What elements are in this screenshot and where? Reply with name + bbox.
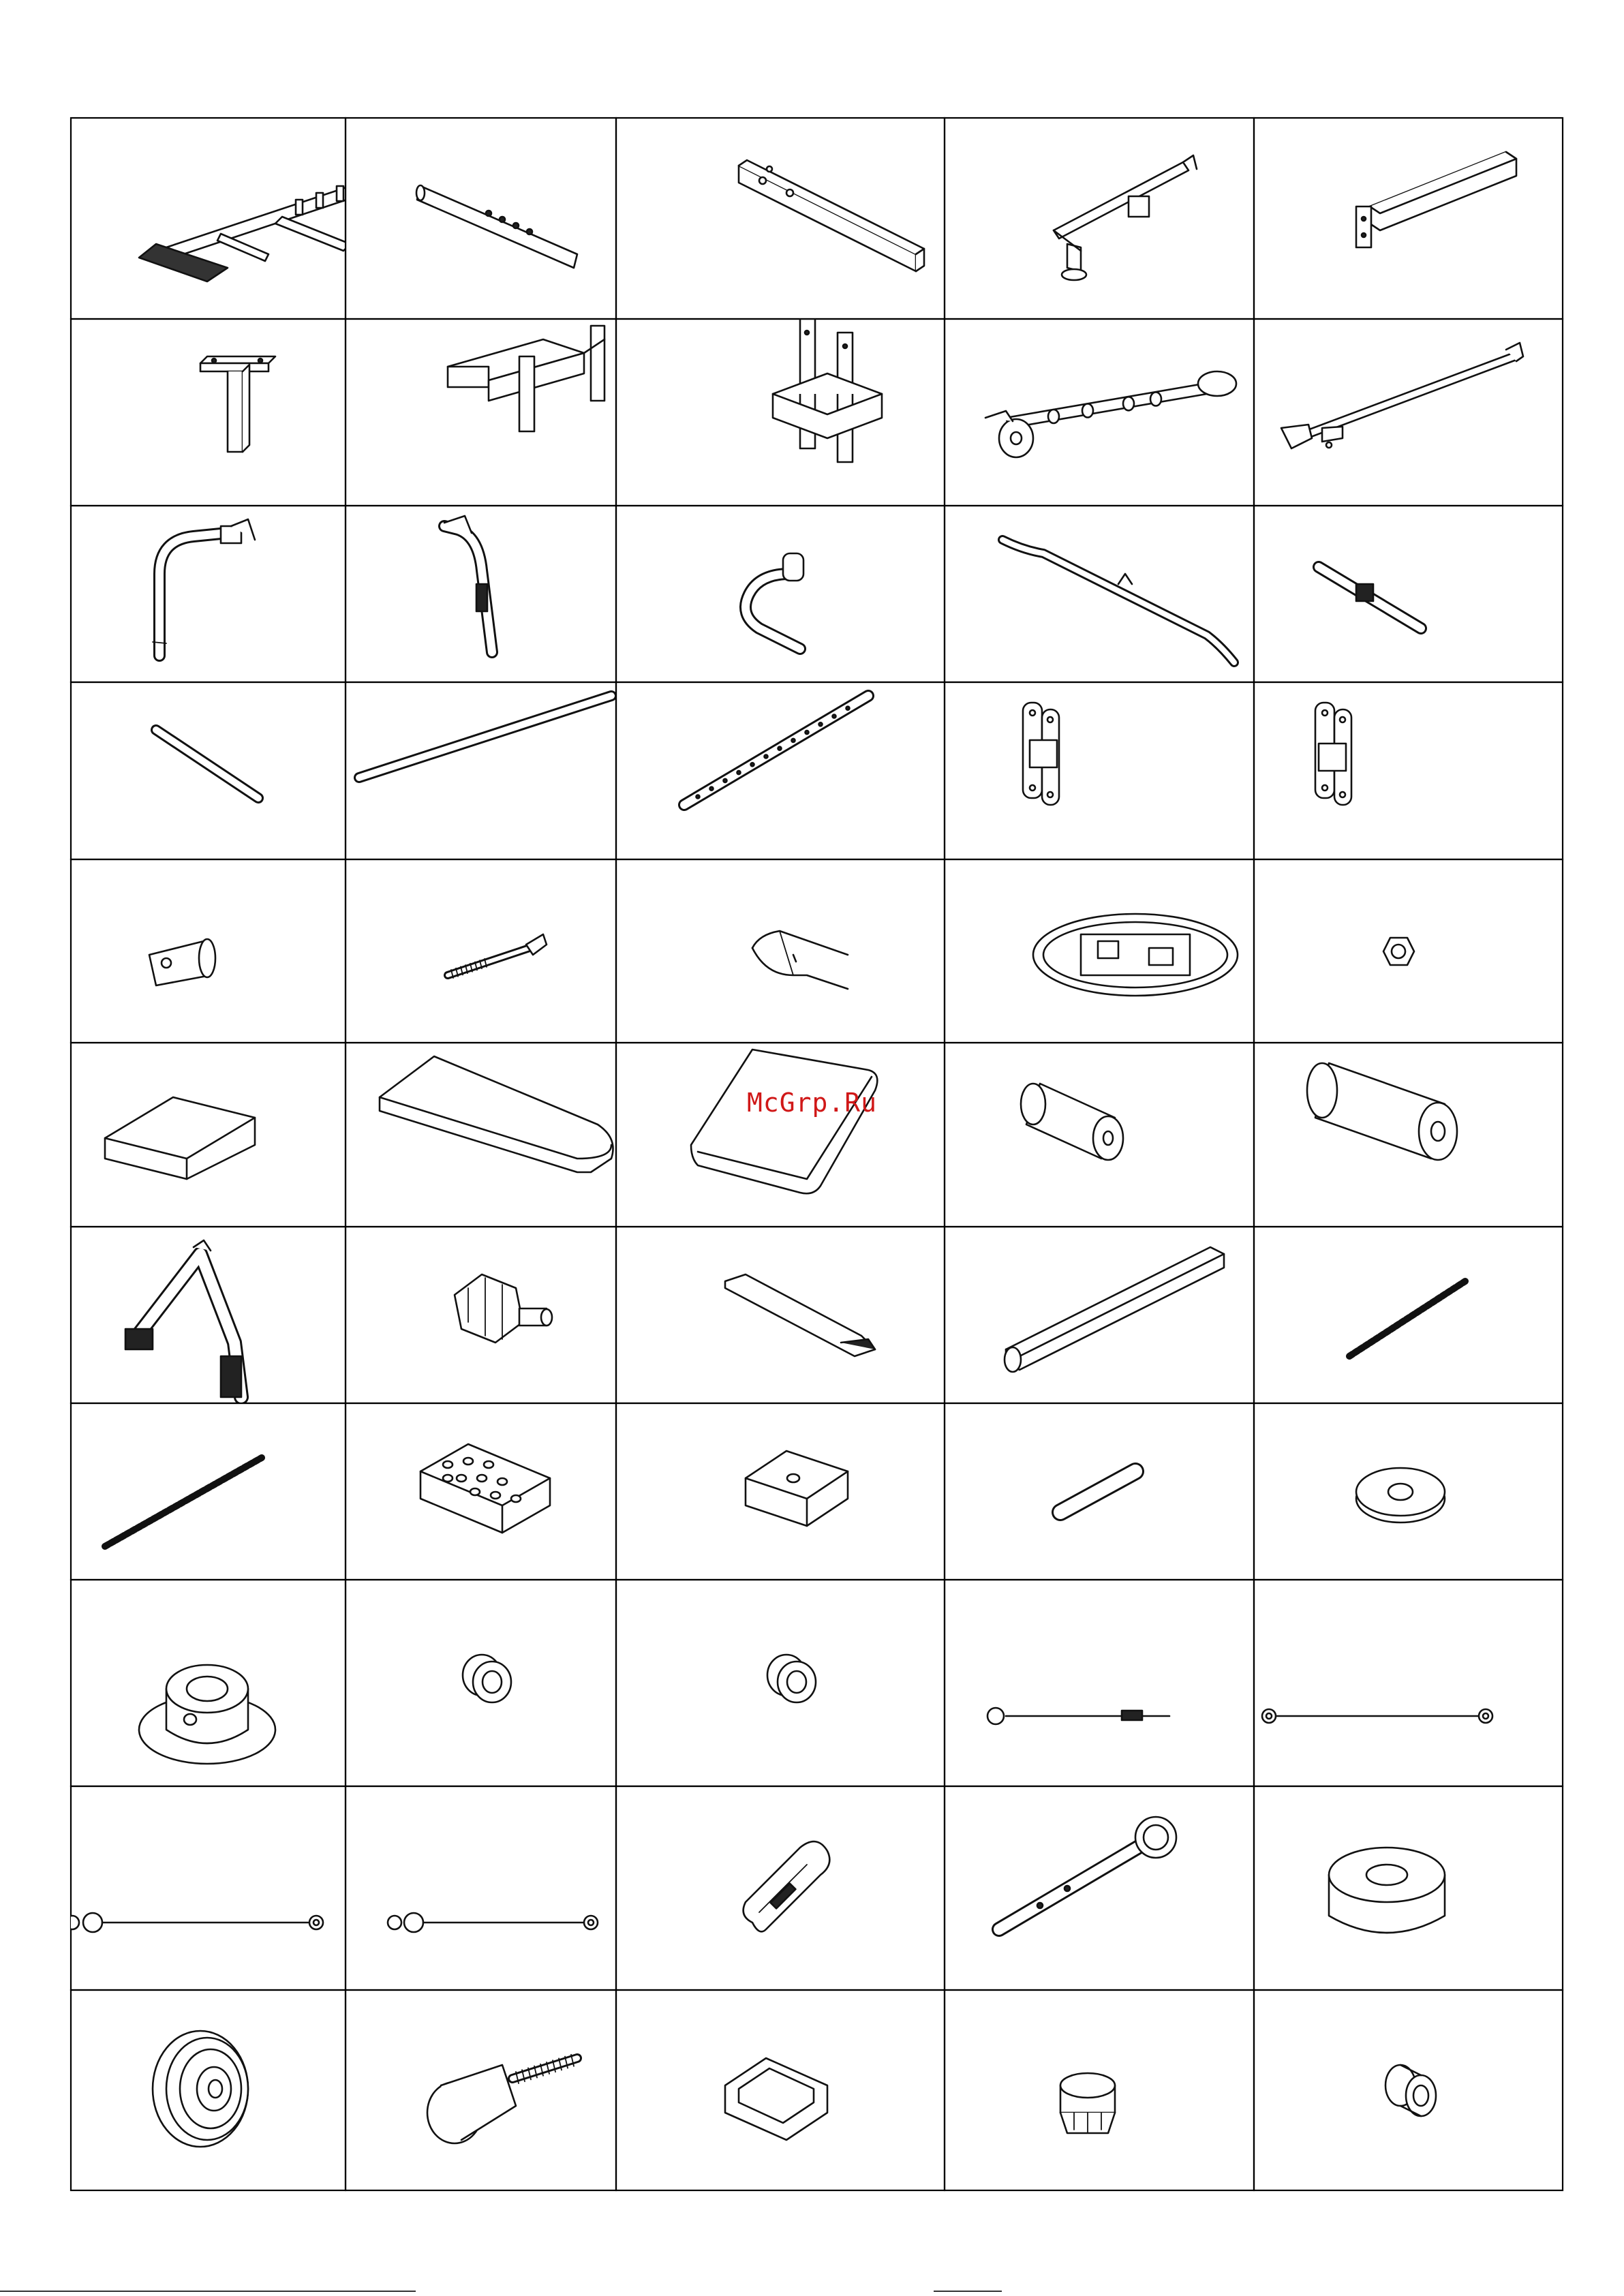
part-short-handle-bar	[1319, 567, 1421, 628]
part-short-rod	[156, 730, 258, 798]
part-square-seat-pad	[105, 1097, 255, 1179]
part-carabiner	[744, 1841, 830, 1931]
grid-cell	[346, 859, 616, 1043]
grid-cell	[616, 118, 945, 319]
part-cable-medium	[388, 1913, 598, 1932]
grid-cell	[616, 859, 945, 1043]
part-incline-pad	[691, 1050, 877, 1193]
grid-cell	[1254, 506, 1563, 682]
part-small-block	[746, 1451, 848, 1526]
footer-rule	[934, 2291, 1002, 2292]
grid-cell	[945, 1786, 1254, 1990]
part-round-upright-tube	[416, 185, 577, 268]
part-cable-short	[1262, 1709, 1492, 1723]
part-cable-long	[65, 1913, 323, 1932]
part-curved-handle-left	[153, 519, 255, 656]
footer-rule	[0, 2291, 416, 2292]
part-hex-nut	[1383, 938, 1414, 965]
grid-cell	[346, 319, 616, 506]
part-double-upright-bracket	[773, 319, 882, 462]
watermark-text: McGrp.Ru	[747, 1088, 878, 1118]
grid-cell	[71, 1786, 346, 1990]
grid-cell	[945, 506, 1254, 682]
part-oval-frame-bracket	[1033, 914, 1238, 996]
grid-cell	[71, 1227, 346, 1403]
part-base-frame-with-footplate	[139, 172, 381, 281]
part-short-chain	[1349, 1281, 1465, 1356]
part-hinge-plate-right	[1315, 703, 1351, 805]
part-square-tube-with-holes	[739, 160, 924, 271]
grid-cell	[1254, 1580, 1563, 1786]
grid-cell	[945, 682, 1254, 859]
grid-cell	[945, 118, 1254, 319]
part-pivot-clevis	[149, 939, 215, 985]
part-pulley-channel	[1005, 1247, 1224, 1372]
part-hinge-plate-left	[1023, 703, 1059, 805]
part-curved-handle-right	[444, 516, 492, 652]
part-adjustment-rod-with-holes	[684, 696, 868, 805]
part-end-cap	[1060, 2073, 1115, 2133]
part-washer	[1356, 1468, 1445, 1522]
part-lat-pulldown-bar	[1002, 540, 1234, 662]
part-adjustment-knob-bolt	[427, 2055, 577, 2143]
part-u-clamp	[752, 931, 848, 989]
part-pulley-wheel	[153, 2031, 248, 2147]
grid-cell	[616, 682, 945, 859]
part-seat-support-bracket	[448, 326, 604, 431]
part-selector-pin	[999, 1817, 1176, 1929]
part-weight-plate-block	[420, 1444, 550, 1533]
part-long-slide-rail	[1281, 343, 1523, 448]
part-press-arm-frame	[1054, 155, 1197, 280]
part-long-rod	[359, 696, 611, 778]
part-small-bushing	[463, 1655, 511, 1702]
part-long-back-pad	[380, 1056, 613, 1172]
part-knob-pin	[455, 1274, 552, 1343]
part-t-support	[200, 356, 275, 452]
part-ab-crunch-handle	[125, 1240, 241, 1397]
grid-cell	[346, 1786, 616, 1990]
part-large-foam-roller	[1307, 1063, 1457, 1160]
part-s-handle	[746, 553, 803, 649]
grid-cell	[1254, 682, 1563, 859]
grid-cell	[616, 506, 945, 682]
part-cable-with-stopper	[987, 1708, 1169, 1724]
parts-grid	[65, 118, 1563, 2190]
part-strap	[725, 1274, 875, 1356]
part-spacer-ring	[1329, 1848, 1445, 1933]
part-angled-bracket-tube	[1356, 152, 1516, 247]
grid-cell	[71, 319, 346, 506]
part-flanged-collar	[139, 1665, 275, 1764]
part-eye-bolt	[448, 934, 547, 978]
part-sleeve-bushing	[1385, 2065, 1436, 2116]
part-dowel-pin	[1060, 1471, 1135, 1512]
part-bushing	[767, 1655, 816, 1702]
grid-cell	[71, 118, 346, 319]
part-long-chain	[105, 1458, 262, 1546]
part-rubber-foot	[725, 2058, 827, 2140]
part-small-foam-roller	[1021, 1084, 1123, 1160]
part-swing-arm-frame	[985, 371, 1236, 457]
grid-cell	[945, 1580, 1254, 1786]
